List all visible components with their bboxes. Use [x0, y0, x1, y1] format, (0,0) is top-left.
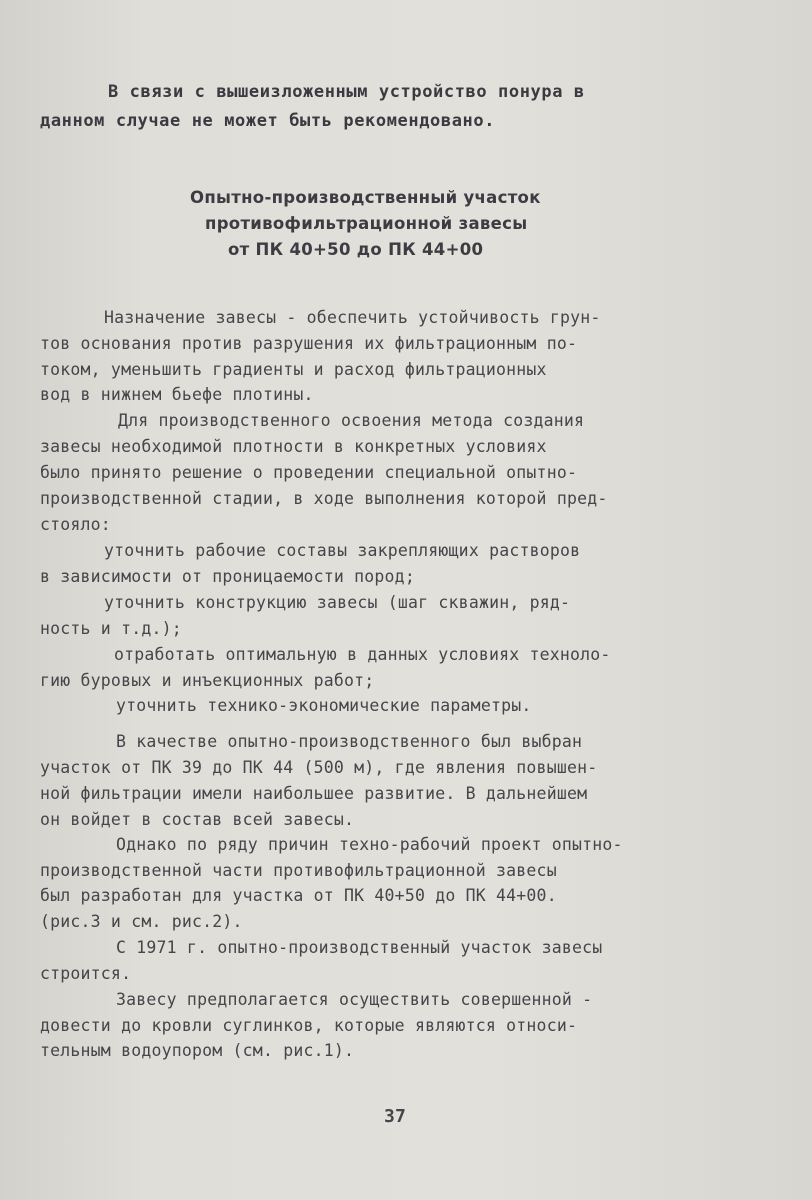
body-line-2: тов основания против разрушения их фильтрационным по-	[40, 334, 578, 353]
body-line-19: ной фильтрации имели наибольшее развитие. В дальнейшем	[40, 784, 588, 803]
section-heading-line-2: противофильтрационной завесы	[205, 214, 528, 233]
intro-line-1: В связи с вышеизложенным устройство понура в	[108, 82, 585, 102]
body-line-8: производственной стадии, в ходе выполнения которой пред-	[40, 489, 608, 508]
body-line-21: Однако по ряду причин техно-рабочий проект опытно-	[116, 835, 623, 854]
body-line-4: вод в нижнем бьефе плотины.	[40, 385, 314, 404]
body-line-10: уточнить рабочие составы закрепляющих растворов	[104, 541, 581, 560]
body-line-14: отработать оптимальную в данных условиях техноло-	[114, 645, 611, 664]
body-line-16: уточнить технико-экономические параметры.	[116, 696, 532, 715]
body-line-7: было принято решение о проведении специальной опытно-	[40, 463, 578, 482]
page-number: 37	[384, 1106, 407, 1127]
body-line-9: стояло:	[40, 515, 111, 534]
body-line-27: Завесу предполагается осуществить совершенной -	[116, 990, 593, 1009]
body-line-20: он войдет в состав всей завесы.	[40, 810, 355, 829]
body-line-23: был разработан для участка от ПК 40+50 до ПК 44+00.	[40, 886, 557, 905]
body-line-5: Для производственного освоения метода создания	[118, 411, 585, 430]
body-line-1: Назначение завесы - обеспечить устойчивость грун-	[104, 308, 601, 327]
body-line-6: завесы необходимой плотности в конкретных условиях	[40, 437, 547, 456]
body-line-18: участок от ПК 39 до ПК 44 (500 м), где явления повышен-	[40, 758, 598, 777]
body-line-3: током, уменьшить градиенты и расход фильтрационных	[40, 360, 547, 379]
body-line-17: В качестве опытно-производственного был выбран	[116, 732, 583, 751]
body-line-13: ность и т.д.);	[40, 619, 182, 638]
section-heading-line-3: от ПК 40+50 до ПК 44+00	[228, 240, 484, 259]
body-line-26: строится.	[40, 964, 132, 983]
section-heading-line-1: Опытно-производственный участок	[190, 188, 541, 207]
body-line-29: тельным водоупором (см. рис.1).	[40, 1041, 355, 1060]
body-line-28: довести до кровли суглинков, которые являются относи-	[40, 1016, 578, 1035]
body-line-12: уточнить конструкцию завесы (шаг скважин, ряд-	[104, 593, 571, 612]
body-line-11: в зависимости от проницаемости пород;	[40, 567, 415, 586]
intro-line-2: данном случае не может быть рекомендовано.	[40, 111, 496, 131]
body-line-22: производственной части противофильтрационной завесы	[40, 861, 557, 880]
body-line-25: С 1971 г. опытно-производственный участок завесы	[116, 938, 603, 957]
body-line-24: (рис.3 и см. рис.2).	[40, 912, 243, 931]
body-line-15: гию буровых и инъекционных работ;	[40, 671, 375, 690]
